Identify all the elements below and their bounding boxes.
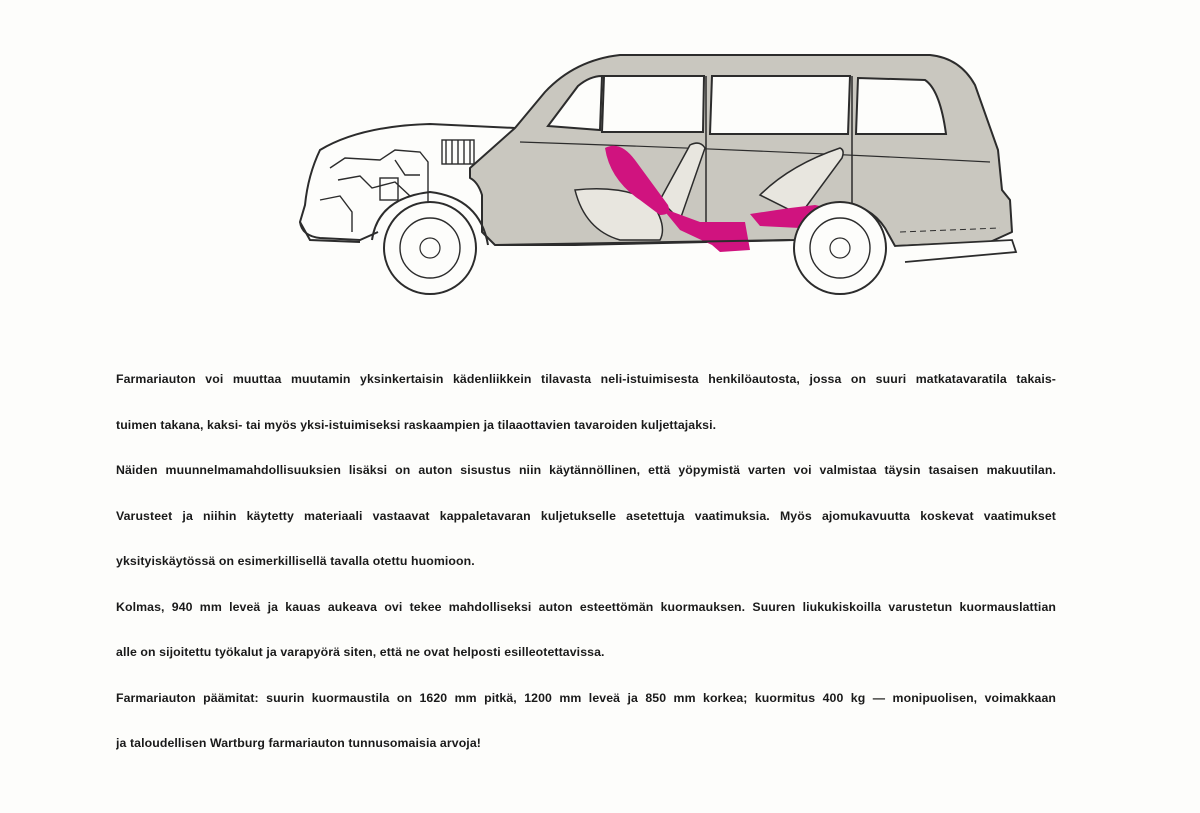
rear-wheel (794, 202, 886, 294)
text-line: Varusteet ja niihin käytetty materiaali vastaavat kappaletavaran kuljetukselle asetettuja vaatimuksia. Myös ajomukavuutta koskevat vaatimukset (116, 508, 1056, 523)
text-line: Näiden muunnelmamahdollisuuksien lisäksi on auton sisustus niin käytännöllinen, että yöpymistä varten voi valmistaa täysin tasaisen makuutilan. (116, 463, 1056, 477)
car-cutaway-illustration (290, 40, 1030, 310)
text-line: ja taloudellisen Wartburg farmariauton tunnusomaisia arvoja! (116, 736, 481, 750)
text-line: Kolmas, 940 mm leveä ja kauas aukeava ovi tekee mahdolliseksi auton esteettömän kuormauksen. Suuren liukukiskoilla varustetun kuormauslattian (116, 599, 1056, 614)
text-line: Farmariauton voi muuttaa muutamin yksinkertaisin kädenliikkein tilavasta neli-istuimisesta henkilöautosta, jossa on suuri matkatavaratila takais- (116, 372, 1056, 386)
text-line: Farmariauton päämitat: suurin kuormaustila on 1620 mm pitkä, 1200 mm leveä ja 850 mm korkea; kuormitus 400 kg — monipuolisen, voimakkaan (116, 690, 1056, 705)
window-front (602, 76, 704, 132)
text-line: alle on sijoitettu työkalut ja varapyörä siten, että ne ovat helposti esilleotettavissa. (116, 645, 605, 659)
text-line: tuimen takana, kaksi- tai myös yksi-istuimiseksi raskaampien ja tilaaottavien tavaroiden kuljettajaksi. (116, 417, 717, 432)
description-text (116, 364, 1056, 774)
window-rear (856, 78, 946, 134)
text-line: yksityiskäytössä on esimerkillisellä tavalla otettu huomioon. (116, 554, 475, 568)
window-middle (710, 76, 850, 134)
front-wheel (372, 192, 488, 294)
